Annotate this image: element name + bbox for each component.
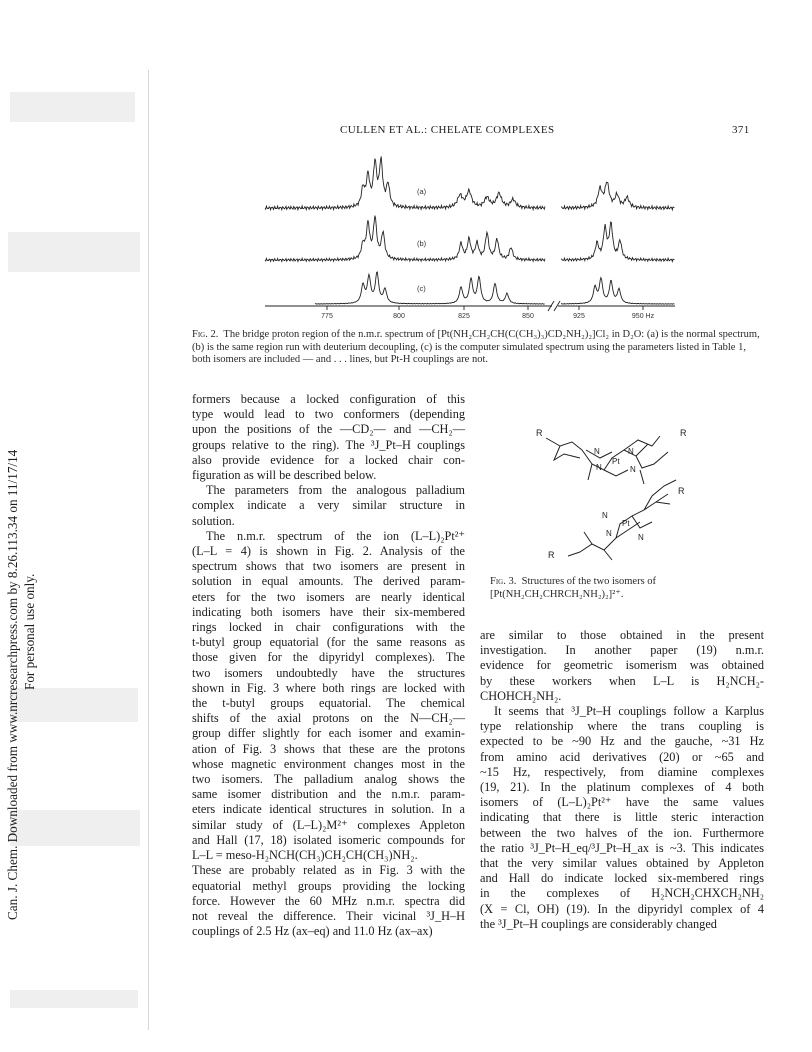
text-line: indicating both isomers have their six-membered — [192, 604, 465, 619]
text-line: equatorial methyl groups providing the locking — [192, 878, 465, 893]
text-line: those given for the dipyridyl complexes). The — [192, 650, 465, 665]
trace-label-c: (c) — [417, 284, 426, 293]
nitrogen-label: N — [596, 463, 602, 472]
text-line: It seems that ³J_Pt–H couplings follow a Karplus — [494, 704, 764, 719]
text-line: type relationship where the trans coupling is — [480, 719, 764, 734]
figure3-caption-text: Structures of the two isomers of [Pt(NH₂CH₂CHRCH₂NH₂)₂]²⁺. — [490, 576, 657, 600]
text-line: evidence for geometric isomerism was obtained — [480, 658, 764, 673]
page-number: 371 — [732, 124, 750, 136]
text-line: CHOHCH₂NH₂. — [480, 688, 562, 703]
right-text-column — [480, 628, 764, 932]
text-line: shifts of the axial protons on the N—CH₂— — [192, 711, 465, 726]
r-label: R — [680, 428, 687, 438]
text-line: solution. — [192, 513, 235, 528]
text-line: (19, 21). In the platinum complexes of 4 both — [480, 780, 764, 795]
text-line: and Hall (17, 18) isolated isomeric compounds for — [192, 832, 465, 847]
trace-label-a: (a) — [417, 187, 427, 196]
text-line: isomers of (L–L)₂Pt²⁺ have the same values — [480, 795, 764, 810]
text-line: the t-butyl groups equatorial. The chemical — [192, 696, 465, 711]
text-line: rings locked in chair configurations with the — [192, 620, 465, 635]
text-line: shown in Fig. 3 where both rings are locked with — [192, 680, 465, 695]
text-line: and Hall do indicate locked six-membered rings — [480, 871, 764, 886]
text-line: formers because a locked configuration of this — [192, 392, 465, 406]
platinum-label: Pt — [622, 519, 630, 528]
text-line: by these workers when L–L is H₂NCH₂- — [480, 673, 764, 688]
text-line: figuration as will be described below. — [192, 468, 377, 483]
nitrogen-label: N — [630, 465, 636, 474]
text-line: groups relative to the ring). The ³J_Pt–H couplings — [192, 437, 465, 452]
figure2-caption-text: The bridge proton region of the n.m.r. spectrum of [Pt(NH₂CH₂CH(C(CH₃)₃)CD₂NH₂)₂]Cl₂ in D₂O: (a) is the normal spectrum, (b) is the same region run with deuterium decoupling, (c) is the computer simulated spectrum using the parameters listed in Table 1, both isomers are included — and . . . lines, but Pt-H couplings are not. — [192, 329, 760, 366]
r-label: R — [678, 486, 685, 496]
tick-label-825: 825 — [458, 313, 470, 320]
trace-label-b: (b) — [417, 239, 427, 248]
personal-use-line: For personal use only. — [22, 573, 37, 690]
text-line: These are probably related as in Fig. 3 with the — [192, 863, 465, 878]
text-line: eters for the two isomers are nearly identical — [192, 589, 465, 604]
text-line: are similar to those obtained in the present — [480, 628, 764, 642]
running-title: CULLEN ET AL.: CHELATE COMPLEXES — [340, 124, 555, 136]
text-line: also provide evidence for a locked chair con- — [192, 452, 465, 467]
text-line: (X = Cl, OH) (19). In the dipyridyl complex of 4 — [480, 901, 764, 916]
figure3-caption — [490, 576, 762, 601]
text-line: The parameters from the analogous palladium — [206, 483, 465, 498]
text-line: whose magnetic environment changes most in the — [192, 756, 465, 771]
nitrogen-label: N — [628, 447, 634, 456]
text-line: eters indicate identical structures in solution. In a — [192, 802, 465, 817]
platinum-label: Pt — [612, 457, 620, 466]
text-line: ~15 Hz, respectively, from diamine complexes — [480, 764, 764, 779]
text-line: ation of Fig. 3 shows that these are the protons — [192, 741, 465, 756]
tick-label-775: 775 — [321, 313, 333, 320]
text-line: couplings of 2.5 Hz (ax–eq) and 11.0 Hz (ax–ax) — [192, 924, 433, 939]
text-line: that the very similar values obtained by Appleton — [480, 856, 764, 871]
download-watermark — [4, 180, 50, 920]
scan-smudge — [10, 990, 138, 1008]
spectrum-trace-c-right — [561, 278, 674, 305]
r-label: R — [548, 550, 555, 560]
text-line: similar study of (L–L)₂M²⁺ complexes Appleton — [192, 817, 465, 832]
text-line: the ratio ³J_Pt–H_eq/³J_Pt–H_ax is ~3. This indicates — [480, 840, 764, 855]
r-label: R — [536, 428, 543, 438]
tick-label-850: 850 — [522, 313, 534, 320]
text-line: L–L = meso-H₂NCH(CH₃)CH₂CH(CH₃)NH₂. — [192, 848, 418, 863]
nmr-spectrum-figure — [255, 150, 685, 322]
spectrum-trace-a — [265, 156, 545, 209]
text-line: expected to be ~90 Hz and the gauche, ~31 Hz — [480, 734, 764, 749]
text-line: type would lead to two conformers (depending — [192, 407, 465, 422]
figure2-caption — [192, 329, 764, 367]
text-line: complex indicate a very similar structure in — [192, 498, 465, 513]
text-line: t-butyl group equatorial (for the same reasons as — [192, 635, 465, 650]
spectrum-trace-b-right — [561, 222, 674, 262]
text-line: the ³J_Pt–H couplings are considerably changed — [480, 916, 717, 931]
spectrum-trace-c — [315, 272, 545, 304]
spectrum-trace-b — [265, 216, 545, 262]
text-line: investigation. In another paper (19) n.m.r. — [480, 643, 764, 658]
figure2-caption-label: Fig. 2. — [192, 329, 219, 340]
left-text-column — [192, 392, 465, 939]
text-line: two isomers. The palladium analog shows the — [192, 772, 465, 787]
text-line: between the two halves of the ion. Furthermore — [480, 825, 764, 840]
margin-rule — [148, 70, 149, 1030]
isomer-structures-figure — [520, 424, 720, 574]
scan-smudge — [10, 92, 135, 122]
nitrogen-label: N — [602, 511, 608, 520]
text-line: force. However the 60 MHz n.m.r. spectra did — [192, 893, 465, 908]
tick-label-950: 950 Hz — [631, 313, 655, 320]
figure3-caption-label: Fig. 3. — [490, 576, 517, 587]
nitrogen-label: N — [638, 533, 644, 542]
text-line: upon the positions of the —CD₂— and —CH₂— — [192, 422, 465, 437]
text-line: not reveal the difference. Their vicinal ³J_H–H — [192, 908, 465, 923]
text-line: indicating that there is little steric interaction — [480, 810, 764, 825]
text-line: solution in equal amounts. The derived param- — [192, 574, 465, 589]
isomer1-structure — [546, 436, 668, 484]
tick-label-925: 925 — [573, 313, 585, 320]
text-line: from amino acid derivatives (20) or ~65 and — [480, 749, 764, 764]
text-line: same isomer distribution and the n.m.r. param- — [192, 787, 465, 802]
tick-label-800: 800 — [393, 313, 405, 320]
download-notice — [4, 450, 38, 920]
text-line: group differ slightly for each isomer and examin- — [192, 726, 465, 741]
download-source-line: Can. J. Chem. Downloaded from www.nrcresearchpress.com by 8.26.113.34 on 11/17/14 — [5, 449, 20, 920]
text-line: (L–L = 4) is shown in Fig. 2. Analysis of the — [192, 544, 465, 559]
nitrogen-label: N — [594, 447, 600, 456]
spectrum-trace-a-right — [561, 182, 674, 210]
text-line: The n.m.r. spectrum of the ion (L–L)₂Pt²⁺ — [206, 528, 465, 543]
nitrogen-label: N — [606, 529, 612, 538]
text-line: spectrum shows that two isomers are present in — [192, 559, 465, 574]
text-line: two isomers undoubtedly have the structures — [192, 665, 465, 680]
text-line: in the complexes of H₂NCH₂CHXCH₂NH₂ — [480, 886, 764, 901]
